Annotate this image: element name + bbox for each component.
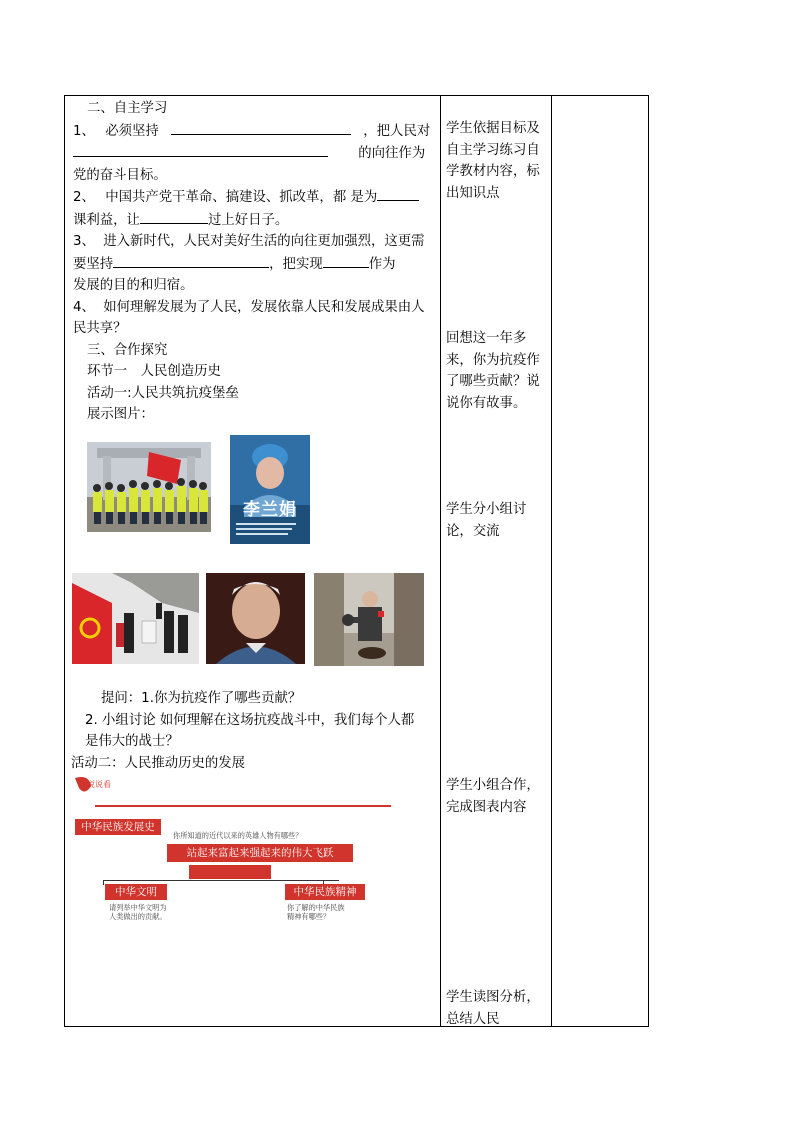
history-diagram [71,776,391,926]
column-divider [551,96,552,1026]
question-1-cont: 的向往作为 [73,142,439,165]
fill-blank[interactable] [140,209,208,224]
question-3: 3、 进入新时代，人民对美好生活的向往更加强烈，这更需 [73,234,425,249]
main-column: 二、自主学习 1、 必须坚持 ，把人民对 的向往作为 党的奋斗目标。 2、 中国共产党干革命、搞建设、抓改革，都 是为 课利益，让 过上好日子。 3、 进入新时代，人民对美好生活的向往更加强烈，这更需 要坚持 ，把实现 作为 发展的目的和归宿。 4、 如何理解发展为了人民，发展依靠人民和发展成果由人 民共享？ 三、合作探究 环节一 人民创造历史 活动一:人民共筑抗疫堡垒 展示图片： [73,96,439,426]
civilization-note: 请列举中华文明为 人类做出的贡献。 [109,903,167,921]
civilization-box: 中华文明 [115,886,157,898]
question-1: 1、 必须坚持 ，把人民对 [73,120,439,143]
questions-block: 提问：1.你为抗疫作了哪些贡献？ 2. 小组讨论 如何理解在这场抗疫战斗中，我们每个人都 是伟大的战士？ 活动二：人民推动历史的发展 [71,691,415,771]
portrait-photo [206,573,305,664]
history-box: 中华民族发展史 [81,821,155,833]
street-volunteer-photo [314,573,424,666]
spirit-note: 你了解的中华民族 精神有哪些？ [287,903,345,921]
fill-blank[interactable] [113,253,269,268]
lesson-table [64,95,649,1027]
party-flag-photo [72,573,199,664]
fill-blank[interactable] [323,253,369,268]
note-self-study: 学生依据目标及自主学习练习自学教材内容，标出知识点 [446,121,540,201]
note-recall: 回想这一年多来，你为抗疫作了哪些贡献？说说你有故事。 [446,331,540,411]
fill-blank[interactable] [171,120,351,135]
question-2: 2、 中国共产党干革命、搞建设、抓改革，都 是为 [73,186,439,209]
volunteers-photo [87,442,211,532]
diagram-badge: 说说看 [87,780,111,789]
section-title: 三、合作探究 [87,342,168,358]
fill-blank[interactable] [377,186,419,201]
note-group-chart: 学生小组合作，完成图表内容 [446,778,540,815]
poster-name: 李兰娟 [243,500,297,520]
spirit-box: 中华民族精神 [293,886,357,898]
diagram-question: 你所知道的近代以来的英雄人物有哪些？ [173,831,303,840]
note-group-discussion: 学生分小组讨论，交流 [446,502,527,539]
doctor-poster [230,435,310,544]
fill-blank[interactable] [73,142,328,157]
note-read-chart: 学生读图分析，总结人民 [446,990,540,1027]
column-divider [440,96,441,1026]
section-title: 二、自主学习 [87,101,168,116]
main-bar: 站起来富起来强起来的伟大飞跃 [186,847,334,859]
question-4: 4、 如何理解发展为了人民，发展依靠人民和发展成果由人 [73,299,425,315]
